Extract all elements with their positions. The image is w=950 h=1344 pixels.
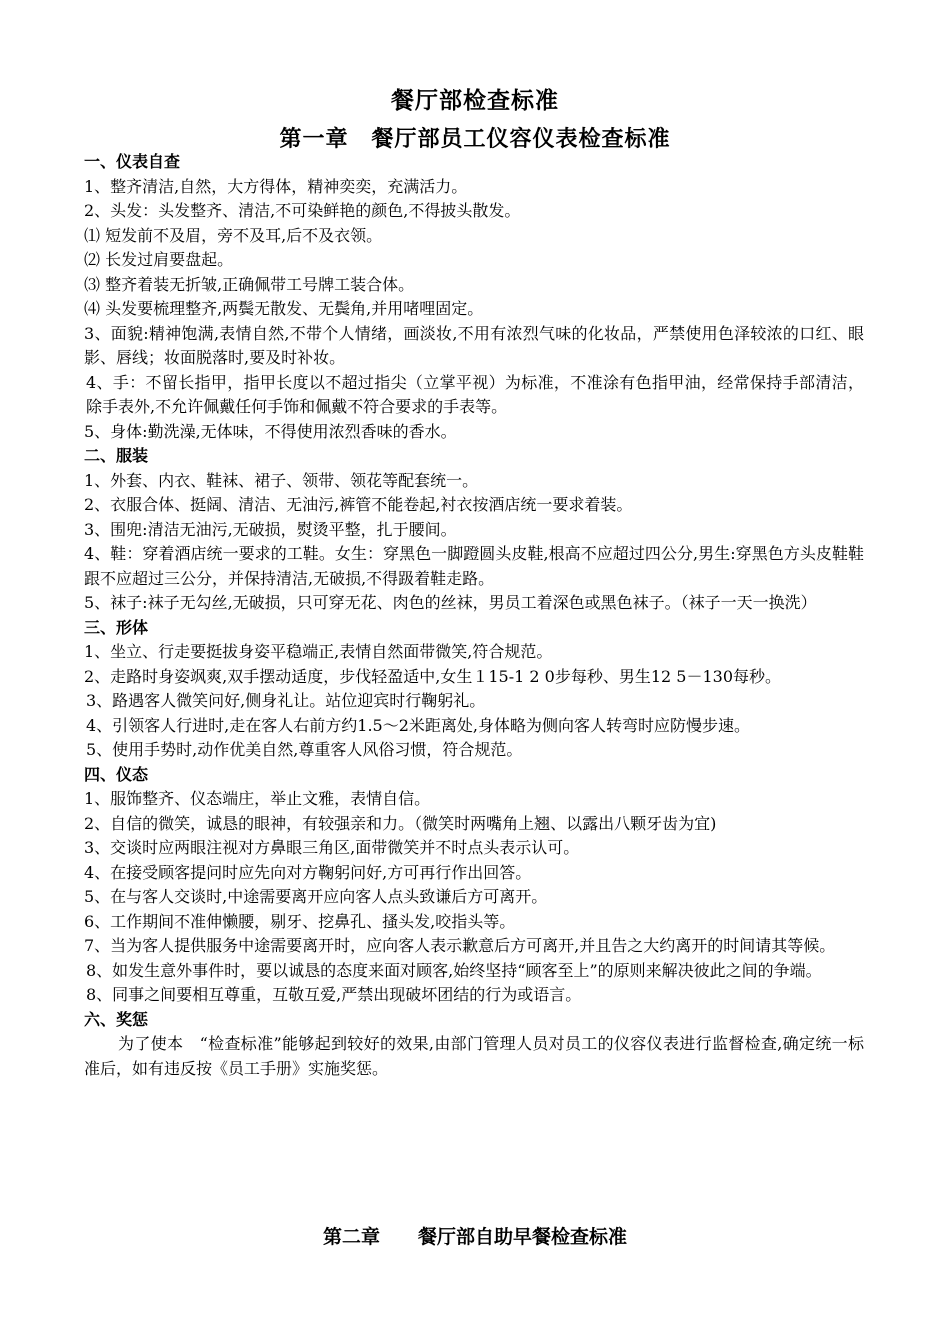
paragraph-line: 1、外套、内衣、鞋袜、裙子、领带、领花等配套统一。 [84, 470, 479, 490]
paragraph-line: ⑵ 长发过肩要盘起。 [84, 250, 234, 269]
section-heading: 二、服装 [84, 446, 149, 465]
paragraph-line: 5、在与客人交谈时,中途需要离开应向客人点头致谦后方可离开。 [84, 887, 548, 906]
chapter-1-title: 第一章 餐厅部员工仪容仪表检查标准 [279, 127, 671, 152]
paragraph-line: 2、衣服合体、挺阔、清洁、无油污,裤管不能卷起,衬衣按酒店统一要求着装。 [84, 495, 633, 514]
paragraph-line: 1、坐立、行走要挺拔身姿平稳端正,表情自然面带微笑,符合规范。 [84, 642, 553, 661]
paragraph: 7、当为客人提供服务中途需要离开时，应向客人表示歉意后方可离开,并且告之大约离开的时间请其等候。 [84, 936, 836, 955]
paragraph-line: 1、整齐清洁,自然，大方得体，精神奕奕，充满活力。 [84, 176, 468, 196]
paragraph: 5、袜子:袜子无勾丝,无破损，只可穿无花、肉色的丝袜，男员工着深色或黑色袜子。（袜子一天一换洗） [84, 593, 817, 612]
document-body [84, 150, 864, 1081]
chapter-2-title: 第二章 餐厅部自助早餐检查标准 [322, 1226, 627, 1248]
paragraph-line: 5、身体:勤洗澡,无体味，不得使用浓烈香味的香水。 [84, 421, 457, 441]
paragraph-line: 6、工作期间不准伸懒腰，剔牙、挖鼻孔、搔头发,咬指头等。 [84, 911, 516, 931]
section-heading: 三、形体 [84, 617, 149, 637]
section-heading: 一、仪表自查 [84, 152, 181, 171]
paragraph: 8、如发生意外事件时，要以诚恳的态度来面对顾客,始终坚持“顾客至上”的原则来解决彼此之间的争端。 [86, 960, 822, 980]
paragraph-line: 3、路遇客人微笑问好,侧身礼让。站位迎宾时行鞠躬礼。 [86, 691, 486, 710]
paragraph-line: 3、围兜:清洁无油污,无破损，熨烫平整，扎于腰间。 [84, 519, 457, 539]
paragraph: 4、手：不留长指甲，指甲长度以不超过指尖（立掌平视）为标准，不准涂有色指甲油，经常保持手部清洁，除手表外,不允许佩戴任何手饰和佩戴不符合要求的手表等。 [86, 372, 864, 416]
paragraph-line: 2、头发：头发整齐、清洁,不可染鲜艳的颜色,不得披头散发。 [84, 201, 521, 220]
section-heading: 六、奖惩 [84, 1009, 149, 1029]
paragraph-line: ⑷ 头发要梳理整齐,两鬓无散发、无鬓角,并用啫哩固定。 [84, 299, 484, 318]
section-heading: 四、仪态 [84, 764, 149, 784]
paragraph: 4、鞋：穿着酒店统一要求的工鞋。女生：穿黑色一脚蹬圆头皮鞋,根高不应超过四公分,男生:穿黑色方头皮鞋鞋跟不应超过三公分，并保持清洁,无破损,不得趿着鞋走路。 [84, 544, 864, 588]
paragraph-line: 4、引领客人行进时,走在客人右前方约1.5～2米距离处,身体略为侧向客人转弯时应防慢步速。 [86, 715, 750, 735]
paragraph-line: 8、同事之间要相互尊重，互敬互爱,严禁出现破坏团结的行为或语言。 [86, 985, 582, 1004]
paragraph-line: ⑶ 整齐着装无折皱,正确佩带工号牌工装合体。 [84, 274, 415, 294]
paragraph-line: ⑴ 短发前不及眉，旁不及耳,后不及衣领。 [84, 225, 383, 245]
paragraph-line: 5、使用手势时,动作优美自然,尊重客人风俗习惯，符合规范。 [86, 740, 523, 759]
paragraph: 2、自信的微笑，诚恳的眼神，有较强亲和力。（微笑时两嘴角上翘、以露出八颗牙齿为宜) [84, 813, 717, 833]
paragraph-line: 3、交谈时应两眼注视对方鼻眼三角区,面带微笑并不时点头表示认可。 [84, 838, 580, 857]
paragraph: 3、面貌:精神饱满,表情自然,不带个人情绪，画淡妆,不用有浓烈气味的化妆品，严禁使用色泽较浓的口红、眼影、唇线；妆面脱落时,要及时补妆。 [84, 323, 864, 367]
document-title: 餐厅部检查标准 [391, 88, 559, 114]
paragraph: 2、走路时身姿飒爽,双手摆动适度，步伐轻盈适中,女生１15-1 2 0步每秒、男生12 5－130每秒。 [84, 666, 781, 686]
paragraph: 为了使本 “检查标准”能够起到较好的效果,由部门管理人员对员工的仪容仪表进行监督检查,确定统一标准后，如有违反按《员工手册》实施奖惩。 [84, 1034, 864, 1078]
paragraph-line: 1、服饰整齐、仪态端庄，举止文雅，表情自信。 [84, 789, 431, 808]
paragraph-line: 4、在接受顾客提问时应先向对方鞠躬问好,方可再行作出回答。 [84, 862, 532, 882]
